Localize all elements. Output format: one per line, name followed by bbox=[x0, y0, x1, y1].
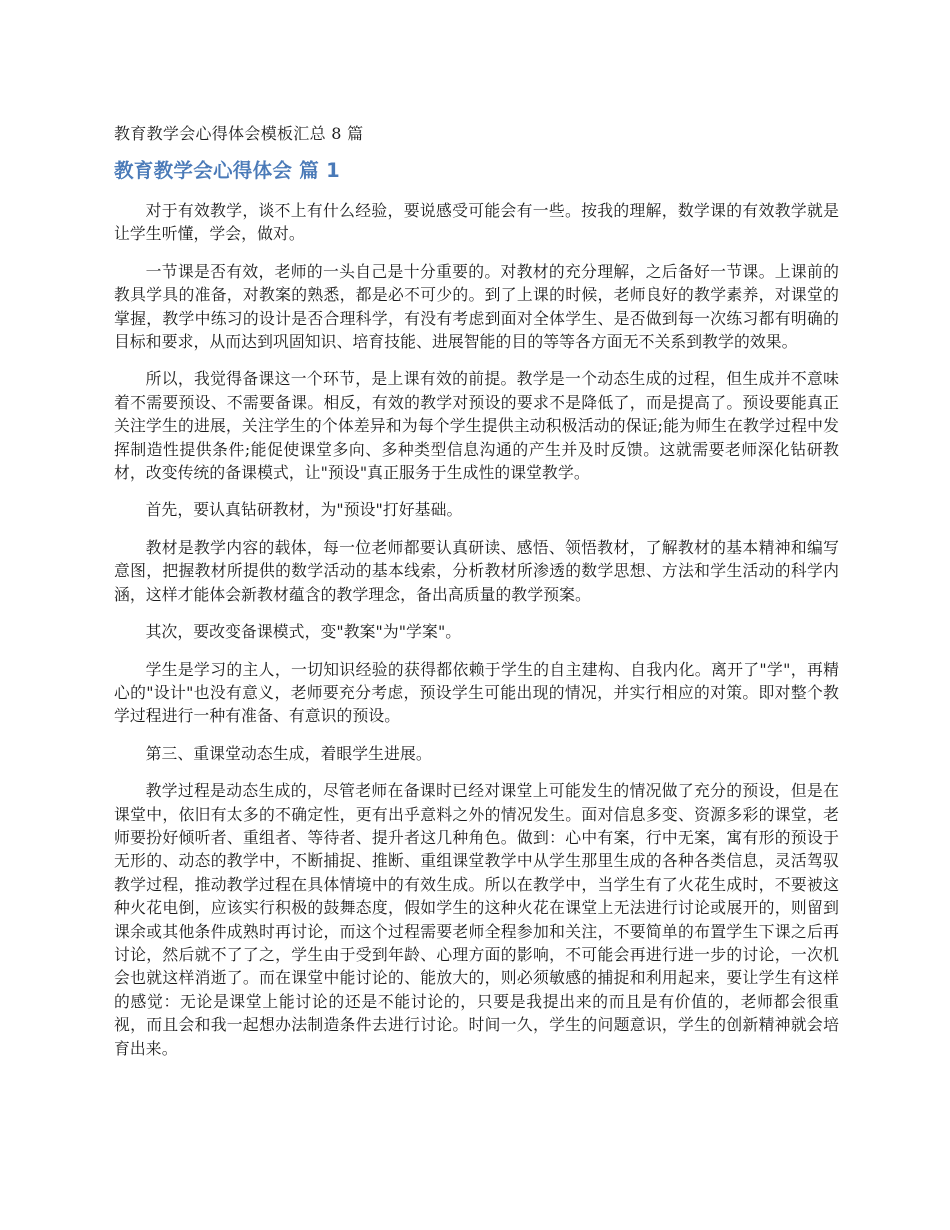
paragraph: 首先，要认真钻研教材，为"预设"打好基础。 bbox=[145, 500, 463, 520]
paragraph: 对于有效教学，谈不上有什么经验，要说感受可能会有一些。按我的理解，数学课的有效教学就是让学生听懂，学会，做对。 bbox=[114, 201, 839, 244]
paragraph: 所以，我觉得备课这一个环节，是上课有效的前提。教学是一个动态生成的过程，但生成并不意味着不需要预设、不需要备课。相反，有效的教学对预设的要求不是降低了，而是提高了。预设要能真正关注学生的进展，关注学生的个体差异和为每个学生提供主动积极活动的保证;能为师生在教学过程中发挥制造性提供条件;能促使课堂多向、多种类型信息沟通的产生并及时反馈。这就需要老师深化钻研教材，改变传统的备课模式，让"预设"真正服务于生成性的课堂教学。 bbox=[114, 369, 839, 483]
paragraph: 其次，要改变备课模式，变"教案"为"学案"。 bbox=[145, 622, 462, 642]
paragraph: 一节课是否有效，老师的一头自己是十分重要的。对教材的充分理解，之后备好一节课。上课前的教具学具的准备，对教案的熟悉，都是必不可少的。到了上课的时候，老师良好的教学素养，对课堂的掌握，教学中练习的设计是否合理科学，有没有考虑到面对全体学生、是否做到每一次练习都有明确的目标和要求，从而达到巩固知识、培育技能、进展智能的目的等等各方面无不关系到教学的效果。 bbox=[114, 261, 839, 352]
paragraph: 学生是学习的主人，一切知识经验的获得都依赖于学生的自主建构、自我内化。离开了"学"，再精心的"设计"也没有意义，老师要充分考虑，预设学生可能出现的情况，并实行相应的对策。即对整个教学过程进行一种有准备、有意识的预设。 bbox=[114, 659, 839, 726]
document-body bbox=[114, 121, 839, 1074]
paragraph: 教材是教学内容的载体，每一位老师都要认真研读、感悟、领悟教材，了解教材的基本精神和编写意图，把握教材所提供的数学活动的基本线索，分析教材所渗透的数学思想、方法和学生活动的科学内涵，这样才能体会新教材蕴含的教学理念，备出高质量的教学预案。 bbox=[114, 537, 839, 604]
document-title: 教育教学会心得体会模板汇总 8 篇 bbox=[114, 124, 364, 143]
paragraph: 教学过程是动态生成的，尽管老师在备课时已经对课堂上可能发生的情况做了充分的预设，但是在课堂中，依旧有太多的不确定性，更有出乎意料之外的情况发生。面对信息多变、资源多彩的课堂，老师要扮好倾听者、重组者、等待者、提升者这几种角色。做到：心中有案，行中无案，寓有形的预设于无形的、动态的教学中，不断捕捉、推断、重组课堂教学中从学生那里生成的各种各类信息，灵活驾驭教学过程，推动教学过程在具体情境中的有效生成。所以在教学中，当学生有了火花生成时，不要被这种火花电倒，应该实行积极的鼓舞态度，假如学生的这种火花在课堂上无法进行讨论或展开的，则留到课余或其他条件成熟时再讨论，而这个过程需要老师全程参加和关注，不要简单的布置学生下课之后再讨论，然后就不了了之，学生由于受到年龄、心理方面的影响，不可能会再进行进一步的讨论，一次机会也就这样消逝了。而在课堂中能讨论的、能放大的，则必须敏感的捕捉和利用起来，要让学生有这样的感觉：无论是课堂上能讨论的还是不能讨论的，只要是我提出来的而且是有价值的，老师都会很重视，而且会和我一起想办法制造条件去进行讨论。时间一久，学生的问题意识，学生的创新精神就会培育出来。 bbox=[114, 781, 839, 1058]
paragraph: 第三、重课堂动态生成，着眼学生进展。 bbox=[145, 743, 432, 763]
section-heading: 教育教学会心得体会 篇 1 bbox=[114, 159, 341, 182]
